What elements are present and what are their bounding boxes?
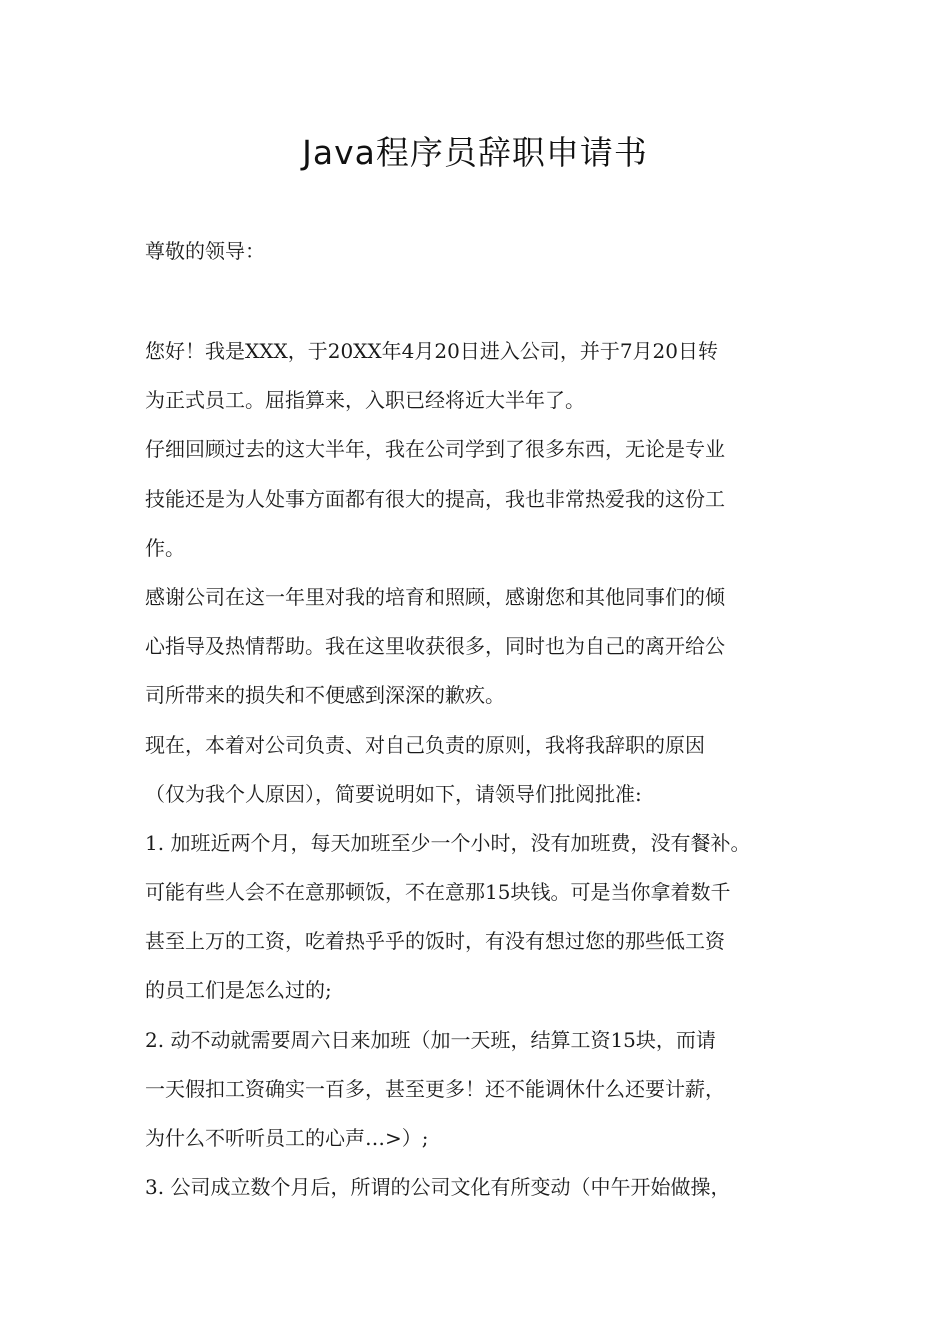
text-line: 司所带来的损失和不便感到深深的歉疚。 bbox=[145, 683, 505, 708]
text-line: 1. 加班近两个月，每天加班至少一个小时，没有加班费，没有餐补。 bbox=[145, 830, 751, 855]
text-line: 仔细回顾过去的这大半年，我在公司学到了很多东西，无论是专业 bbox=[145, 437, 725, 462]
text-line: 现在，本着对公司负责、对自己负责的原则，我将我辞职的原因 bbox=[145, 732, 705, 757]
text-line: 心指导及热情帮助。我在这里收获很多，同时也为自己的离开给公 bbox=[145, 634, 725, 659]
text-line: 3. 公司成立数个月后，所谓的公司文化有所变动（中午开始做操， bbox=[145, 1175, 731, 1200]
text-line: 技能还是为人处事方面都有很大的提高，我也非常热爱我的这份工 bbox=[145, 486, 725, 511]
text-line: 的员工们是怎么过的; bbox=[145, 978, 332, 1003]
text-line: （仅为我个人原因），简要说明如下，请领导们批阅批准: bbox=[145, 781, 642, 806]
text-line: 甚至上万的工资，吃着热乎乎的饭时，有没有想过您的那些低工资 bbox=[145, 929, 725, 954]
salutation: 尊敬的领导： bbox=[145, 239, 265, 263]
document-title: Java程序员辞职申请书 bbox=[302, 133, 648, 172]
text-line: 感谢公司在这一年里对我的培育和照顾，感谢您和其他同事们的倾 bbox=[145, 584, 725, 609]
text-line: 您好！我是XXX，于20XX年4月20日进入公司，并于7月20日转 bbox=[145, 339, 718, 363]
text-line: 一天假扣工资确实一百多，甚至更多！还不能调休什么还要计薪， bbox=[145, 1076, 725, 1101]
text-line: 2. 动不动就需要周六日来加班（加一天班，结算工资15块，而请 bbox=[145, 1027, 716, 1052]
text-line: 为正式员工。屈指算来，入职已经将近大半年了。 bbox=[145, 388, 585, 413]
text-line: 作。 bbox=[145, 535, 185, 560]
letter-body bbox=[145, 333, 835, 1218]
text-line: 为什么不听听员工的心声…>）; bbox=[145, 1126, 429, 1150]
text-line: 可能有些人会不在意那顿饭，不在意那15块钱。可是当你拿着数千 bbox=[145, 880, 731, 905]
